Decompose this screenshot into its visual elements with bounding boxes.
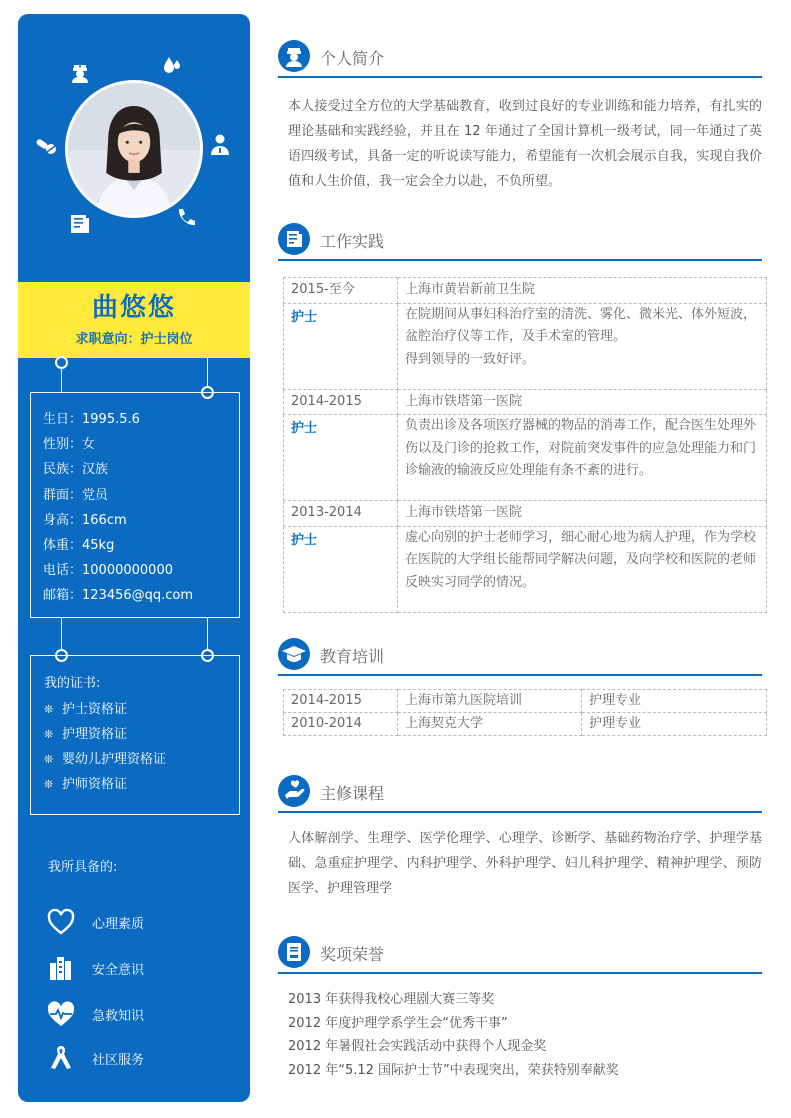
info-email: 邮箱：123456@qq.com [43, 588, 194, 604]
skills-title: 我所具备的: [48, 860, 118, 875]
section-title: 奖项荣誉 [320, 945, 385, 964]
info-height: 身高：166cm [43, 512, 127, 528]
table-row [284, 389, 767, 415]
education-table [283, 689, 767, 736]
certificate-item: ❊ 婴幼儿护理资格证 [44, 747, 239, 772]
edu-period: 2010-2014 [284, 713, 398, 736]
work-org: 上海市黄岩新前卫生院 [398, 278, 767, 304]
table-row [284, 303, 767, 389]
edu-school: 上海契克大学 [398, 713, 582, 736]
skill-label: 心理素质 [92, 917, 145, 932]
skill-label: 急救知识 [92, 1009, 145, 1024]
work-period: 2015-至今 [284, 278, 398, 304]
work-period: 2013-2014 [284, 501, 398, 527]
asterisk-icon: ❊ [44, 703, 54, 716]
work-desc: 在院期间从事妇科治疗室的清洗、雾化、微米光、体外短波，盆腔治疗仪等工作，及手术室的管理。 [405, 306, 757, 344]
section-header-awards [278, 936, 762, 974]
nurse-icon [278, 40, 310, 72]
table-row [284, 278, 767, 304]
asterisk-icon: ❊ [44, 778, 54, 791]
section-title: 个人简介 [320, 49, 385, 68]
certificate-item: ❊ 护士资格证 [44, 697, 239, 722]
hand-heart-icon [278, 775, 310, 807]
work-org: 上海市铁塔第一医院 [398, 389, 767, 415]
work-org: 上海市铁塔第一医院 [398, 501, 767, 527]
graduation-cap-icon [278, 638, 310, 670]
document-icon [278, 223, 310, 255]
work-table [283, 277, 767, 613]
info-political: 群面：党员 [43, 487, 109, 503]
edu-period: 2014-2015 [284, 690, 398, 713]
info-birthday: 生日：1995.5.6 [43, 412, 140, 427]
table-row [284, 501, 767, 527]
asterisk-icon: ❊ [44, 753, 54, 766]
section-title: 工作实践 [320, 232, 385, 251]
job-intent: 求职意向：护士岗位 [75, 332, 193, 347]
award-item: 2012 年暑假社会实践活动中获得个人现金奖 [288, 1039, 547, 1054]
edu-school: 上海市第九医院培训 [398, 690, 582, 713]
intro-text: 本人接受过全方位的大学基础教育，收到过良好的专业训练和能力培养，有扎实的理论基础和实践经验，并且在 12 年通过了全国计算机一级考试，同一年通过了英语四级考试，具备一定的听说读写能力，希望能有一次机会展示自我，实现自我价值和人生价值，我一定会全力以赴，不负所望。 [288, 99, 762, 189]
skill-label: 安全意识 [92, 963, 145, 978]
info-phone: 电话：10000000000 [43, 563, 173, 579]
certificates-title: 我的证书: [44, 676, 101, 691]
table-row [284, 526, 767, 612]
courses-text: 人体解剖学、生理学、医学伦理学、心理学、诊断学、基础药物治疗学、护理学基础、急重症护理学、内科护理学、外科护理学、妇儿科护理学、精神护理学、预防医学、护理管理学 [288, 831, 762, 896]
section-header-intro [278, 40, 762, 78]
certificate-item: ❊ 护师资格证 [44, 772, 239, 797]
section-title: 教育培训 [320, 647, 385, 666]
edu-major: 护理专业 [582, 713, 767, 736]
table-row [284, 690, 767, 713]
section-header-work [278, 223, 762, 261]
work-role: 护士 [284, 415, 398, 501]
table-row [284, 713, 767, 736]
award-item: 2012 年度护理学系学生会“优秀干事” [288, 1015, 508, 1031]
work-desc: 负责出诊及各项医疗器械的物品的消毒工作，配合医生处理外伤以及门诊的抢救工作，对院前突发事件的应急处理能力和门诊输液的输液反应处理能有条不紊的进行。 [398, 415, 767, 501]
work-desc-cell [398, 303, 767, 389]
info-ethnicity: 民族：汉族 [43, 462, 109, 478]
candidate-name: 曲悠悠 [91, 293, 176, 323]
edu-major: 护理专业 [582, 690, 767, 713]
work-role: 护士 [284, 303, 398, 389]
awards-list [288, 988, 762, 1082]
section-header-courses [278, 775, 762, 813]
work-period: 2014-2015 [284, 389, 398, 415]
info-weight: 体重：45kg [43, 537, 115, 553]
work-note: 得到领导的一致好评。 [405, 351, 536, 367]
asterisk-icon: ❊ [44, 728, 54, 741]
award-item: 2013 年获得我校心理剧大赛三等奖 [288, 992, 495, 1007]
section-header-education [278, 638, 762, 676]
skill-label: 社区服务 [92, 1053, 145, 1068]
certificate-icon [278, 936, 310, 968]
work-desc: 虚心向别的护士老师学习，细心耐心地为病人护理，作为学校在医院的大学组长能帮同学解决问题，及向学校和医院的老师反映实习同学的情况。 [398, 526, 767, 612]
table-row [284, 415, 767, 501]
info-gender: 性别：女 [43, 437, 96, 453]
certificate-item: ❊ 护理资格证 [44, 722, 239, 747]
award-item: 2012 年“5.12 国际护士节”中表现突出，荣获特别奉献奖 [288, 1062, 619, 1078]
work-role: 护士 [284, 526, 398, 612]
section-title: 主修课程 [320, 784, 385, 803]
